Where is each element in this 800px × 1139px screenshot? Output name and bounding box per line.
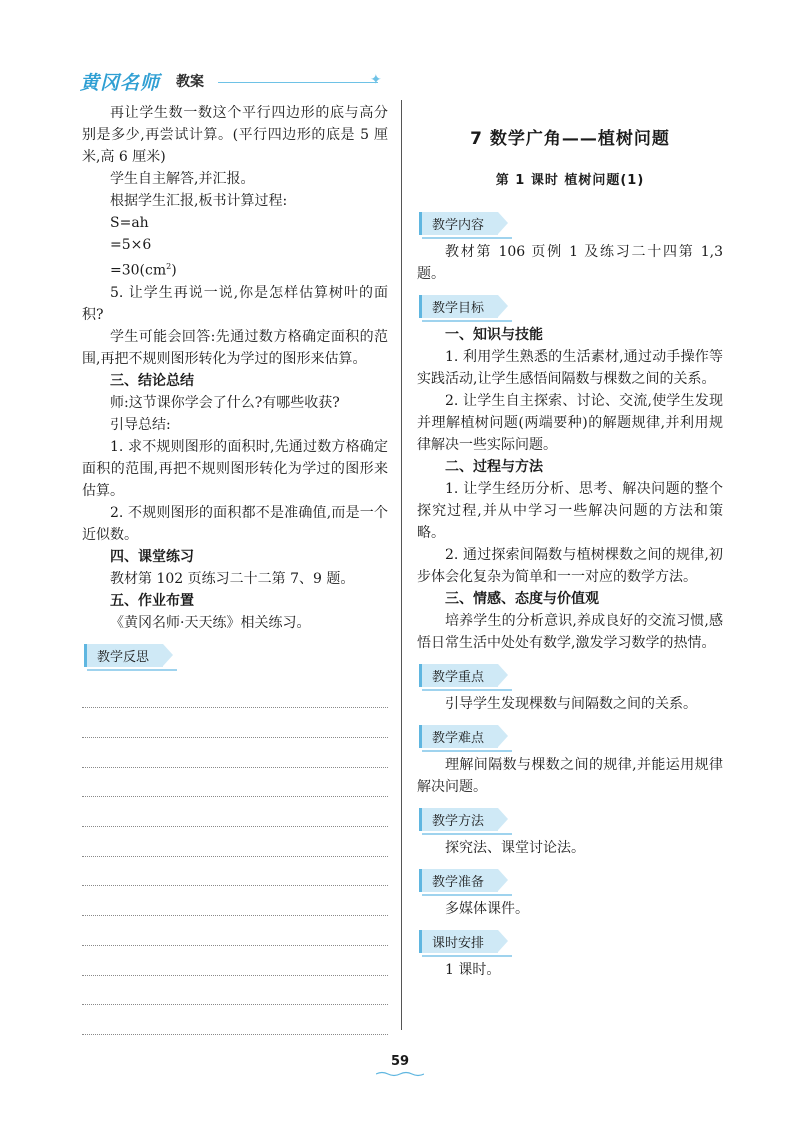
paragraph: 1. 利用学生熟悉的生活素材,通过动手操作等实践活动,让学生感悟间隔数与棵数之间的关系。 bbox=[417, 349, 723, 387]
method-tag: 教学方法 bbox=[419, 808, 498, 831]
paragraph: 学生自主解答,并汇报。 bbox=[110, 171, 255, 187]
paragraph: 学生可能会回答:先通过数方格确定面积的范围,再把不规则图形转化为学过的图形来估算。 bbox=[82, 328, 388, 367]
content-tag: 教学内容 bbox=[419, 212, 498, 235]
section-heading: 三、情感、态度与价值观 bbox=[445, 591, 599, 607]
section-heading: 二、过程与方法 bbox=[445, 459, 543, 475]
ruled-line bbox=[82, 827, 388, 857]
paragraph: 2. 不规则图形的面积都不是准确值,而是一个近似数。 bbox=[82, 504, 388, 543]
paragraph: 引导学生发现棵数与间隔数之间的关系。 bbox=[445, 696, 697, 712]
paragraph: 1 课时。 bbox=[445, 962, 501, 978]
page-header bbox=[80, 68, 380, 98]
paragraph: 引导总结: bbox=[110, 416, 171, 433]
section-heading: 四、课堂练习 bbox=[110, 548, 194, 565]
section-heading: 五、作业布置 bbox=[110, 592, 194, 609]
paragraph: 2. 通过探索间隔数与植树棵数之间的规律,初步体会化复杂为简单和一一对应的数学方法。 bbox=[417, 547, 723, 585]
paragraph: 教材第 106 页例 1 及练习二十四第 1,3 题。 bbox=[417, 244, 723, 282]
ruled-line bbox=[82, 1005, 388, 1035]
ruled-line bbox=[82, 738, 388, 768]
paragraph: 2. 让学生自主探索、讨论、交流,使学生发现并理解植树问题(两端要种)的解题规律,并利用规律解决一些实际问题。 bbox=[417, 393, 723, 453]
formula-text: =30(cm bbox=[110, 262, 167, 279]
chapter-title: 7 数学广角——植树问题 bbox=[470, 129, 670, 149]
section-heading: 三、结论总结 bbox=[110, 372, 194, 389]
paragraph: 5. 让学生再说一说,你是怎样估算树叶的面积? bbox=[82, 284, 388, 323]
formula-close: ) bbox=[171, 262, 177, 279]
schedule-tag: 课时安排 bbox=[419, 930, 498, 953]
reflection-tag: 教学反思 bbox=[84, 644, 163, 667]
paragraph: 教材第 102 页练习二十二第 7、9 题。 bbox=[110, 570, 355, 587]
section-heading: 一、知识与技能 bbox=[445, 327, 543, 343]
paragraph: 再让学生数一数这个平行四边形的底与高分别是多少,再尝试计算。(平行四边形的底是 5 厘米,高 6 厘米) bbox=[82, 105, 388, 165]
ruled-line bbox=[82, 886, 388, 916]
superscript: 2 bbox=[166, 262, 172, 271]
formula-line bbox=[82, 256, 388, 282]
formula-line: S=ah bbox=[110, 215, 149, 231]
header-subtitle: 教案 bbox=[176, 74, 204, 90]
paragraph: 根据学生汇报,板书计算过程: bbox=[110, 193, 288, 209]
goals-tag: 教学目标 bbox=[419, 295, 498, 318]
wave-ornament-icon bbox=[376, 1071, 424, 1077]
paragraph: 1. 让学生经历分析、思考、解决问题的整个探究过程,并从中学习一些解决问题的方法和策略。 bbox=[417, 481, 723, 541]
left-column bbox=[82, 102, 388, 1035]
paragraph: 1. 求不规则图形的面积时,先通过数方格确定面积的范围,再把不规则图形转化为学过的图形来估算。 bbox=[82, 438, 388, 499]
paragraph: 多媒体课件。 bbox=[445, 901, 529, 917]
preparation-tag: 教学准备 bbox=[419, 869, 498, 892]
key-points-tag: 教学重点 bbox=[419, 664, 498, 687]
ruled-line bbox=[82, 976, 388, 1006]
paragraph: 师:这节课你学会了什么?有哪些收获? bbox=[110, 394, 340, 411]
right-column bbox=[417, 118, 723, 981]
page-number: 59 bbox=[390, 1054, 410, 1069]
ruled-line bbox=[82, 708, 388, 738]
ruled-line bbox=[82, 797, 388, 827]
formula-line: =5×6 bbox=[110, 237, 152, 253]
paragraph: 理解间隔数与棵数之间的规律,并能运用规律解决问题。 bbox=[417, 757, 723, 795]
sparkle-icon: ✦ bbox=[370, 72, 382, 88]
ruled-line bbox=[82, 857, 388, 887]
header-divider bbox=[218, 82, 378, 83]
lesson-title: 第 1 课时 植树问题(1) bbox=[495, 173, 645, 188]
ruled-line bbox=[82, 679, 388, 709]
brand-logo: 黄冈名师 bbox=[80, 72, 161, 94]
reflection-lines bbox=[82, 679, 388, 1035]
difficult-points-tag: 教学难点 bbox=[419, 725, 498, 748]
ruled-line bbox=[82, 946, 388, 976]
paragraph: 《黄冈名师·天天练》相关练习。 bbox=[110, 614, 311, 631]
ruled-line bbox=[82, 916, 388, 946]
paragraph: 探究法、课堂讨论法。 bbox=[445, 840, 585, 856]
column-divider bbox=[401, 100, 402, 1030]
ruled-line bbox=[82, 768, 388, 798]
paragraph: 培养学生的分析意识,养成良好的交流习惯,感悟日常生活中处处有数学,激发学习数学的热情。 bbox=[417, 613, 723, 651]
